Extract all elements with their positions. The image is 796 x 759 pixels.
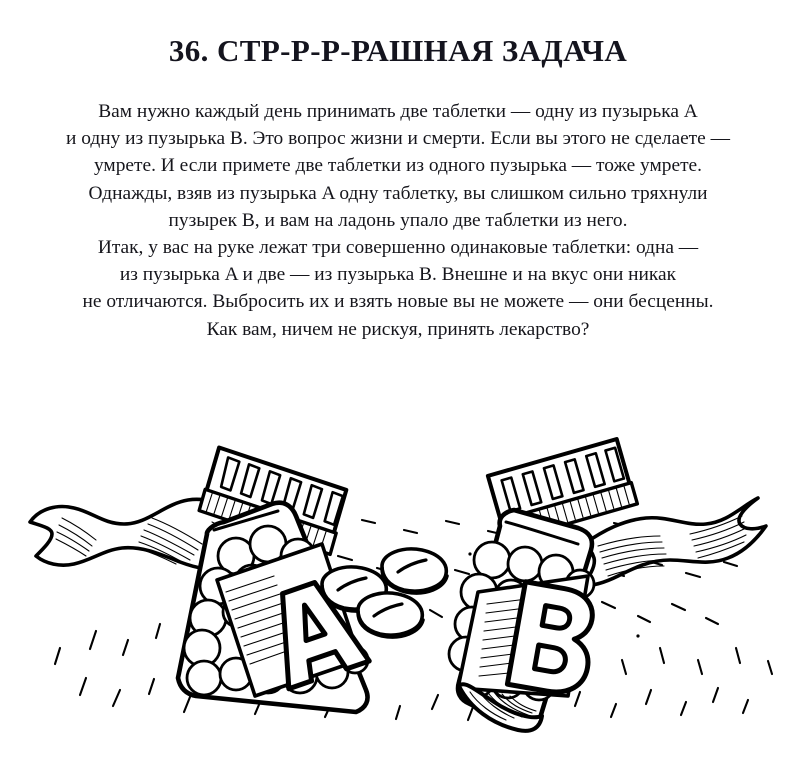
bottle-b-label	[458, 576, 600, 697]
text-line: Вам нужно каждый день принимать две таблетки — одну из пузырька A	[98, 101, 698, 122]
bottle-b	[449, 438, 766, 730]
text-line: из пузырька A и две — из пузырька B. Внешне и на вкус они никак	[119, 264, 677, 286]
text-line: и одну из пузырька B. Это вопрос жизни и смерти. Если вы этого не сделаете —	[65, 128, 730, 150]
text-line: Однажды, взяв из пузырька A одну таблетку, вы слишком сильно тряхнули	[88, 182, 708, 204]
puzzle-text	[48, 98, 748, 343]
pill-bottles-illustration	[0, 348, 796, 748]
bottle-b-letter	[507, 582, 600, 698]
page-title: 36. СТР-Р-Р-РАШНАЯ ЗАДАЧА	[168, 32, 628, 68]
text-line: Итак, у вас на руке лежат три совершенно одинаковые таблетки: одна —	[97, 237, 699, 259]
loose-pill	[358, 593, 423, 637]
bottle-a	[30, 442, 369, 712]
text-line: не отличаются. Выбросить их и взять новые вы не можете — они бесценны.	[82, 291, 714, 313]
text-line: умрете. И если примете две таблетки из одного пузырька — тоже умрете.	[93, 155, 702, 177]
text-line: пузырек B, и вам на ладонь упало две таблетки из него.	[168, 209, 628, 231]
loose-pill	[382, 549, 447, 593]
text-line: Как вам, ничем не рискуя, принять лекарство?	[206, 318, 590, 340]
